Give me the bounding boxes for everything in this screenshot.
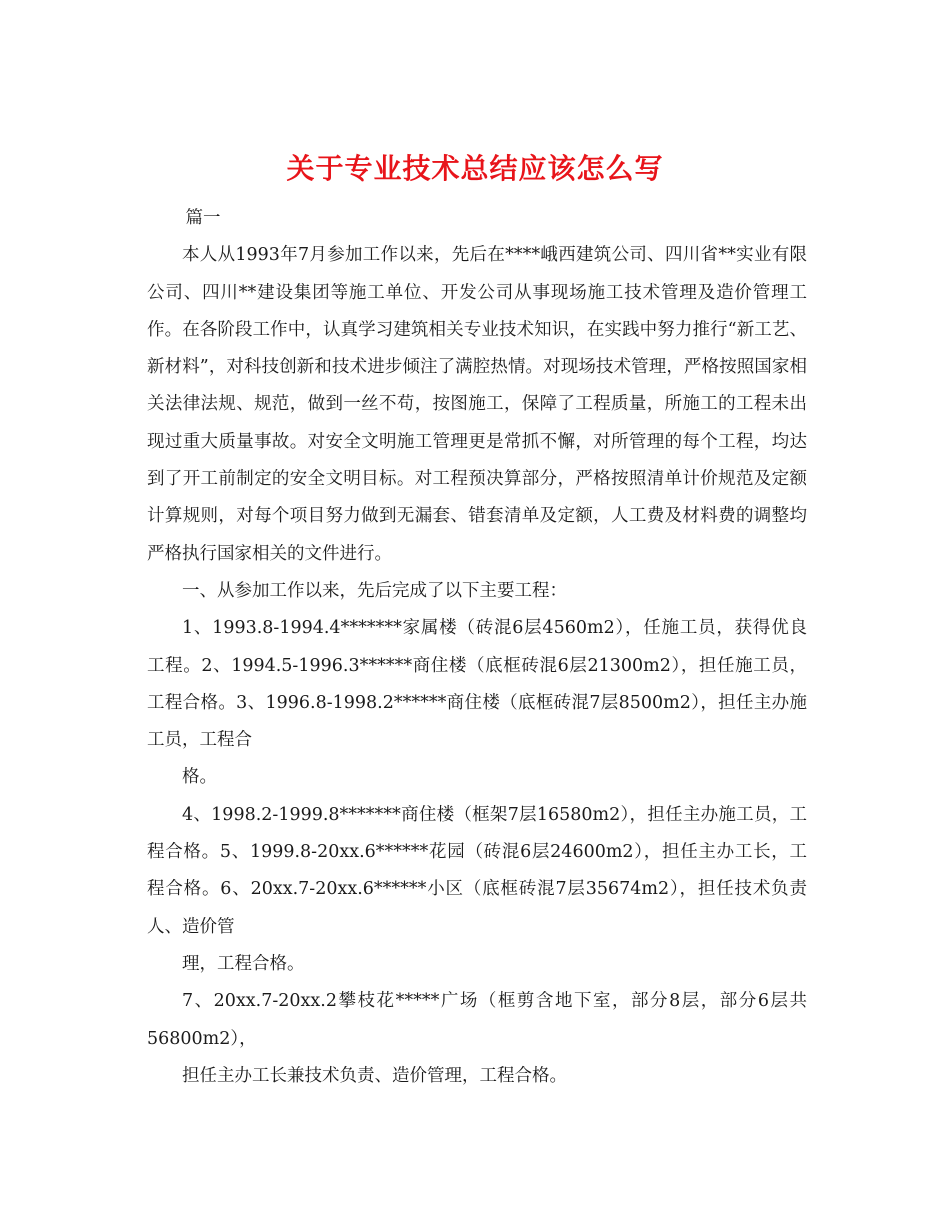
section-label: 篇一 <box>185 208 221 228</box>
paragraph-intro: 本人从1993年7月参加工作以来，先后在****峨西建筑公司、四川省**实业有限公司、四川**建设集团等施工单位、开发公司从事现场施工技术管理及造价管理工作。在各阶段工作中，认真学习建筑相关专业技术知识，在实践中努力推行“新工艺、新材料”，对科技创新和技术进步倾注了满腔热情。对现场技术管理，严格按照国家相关法律法规、规范，做到一丝不苟，按图施工，保障了工程质量，所施工的工程未出现过重大质量事故。对安全文明施工管理更是常抓不懈，对所管理的每个工程，均达到了开工前制定的安全文明目标。对工程预决算部分，严格按照清单计价规范及定额计算规则，对每个项目努力做到无漏套、错套清单及定额，人工费及材料费的调整均严格执行国家相关的文件进行。 <box>147 245 807 564</box>
paragraph-projects-1: 1、1993.8-1994.4*******家属楼（砖混6层4560m2），任施工员，获得优良工程。2、1994.5-1996.3******商住楼（底框砖混6层21300m2），担任施工员，工程合格。3、1996.8-1998.2******商住楼（底框砖混7层8500m2），担任主办施工员，工程合 <box>147 618 807 751</box>
document-body <box>147 200 807 1095</box>
paragraph-projects-1-tail: 格。 <box>182 767 217 788</box>
paragraph-projects-2-tail: 理，工程合格。 <box>182 953 305 974</box>
paragraph-projects-3-tail: 担任主办工长兼技术负责、造价管理，工程合格。 <box>182 1065 567 1086</box>
paragraph-heading-projects: 一、从参加工作以来，先后完成了以下主要工程： <box>182 580 567 601</box>
document-title: 关于专业技术总结应该怎么写 <box>286 151 664 185</box>
paragraph-projects-2: 4、1998.2-1999.8*******商住楼（框架7层16580m2），担任主办施工员，工程合格。5、1999.8-20xx.6******花园（砖混6层24600m2），担任主办工长，工程合格。6、20xx.7-20xx.6******小区（底框砖混7层35674m2），担任技术负责人、造价管 <box>147 804 807 937</box>
paragraph-projects-3: 7、20xx.7-20xx.2攀枝花*****广场（框剪含地下室，部分8层，部分6层共56800m2）， <box>147 991 807 1049</box>
